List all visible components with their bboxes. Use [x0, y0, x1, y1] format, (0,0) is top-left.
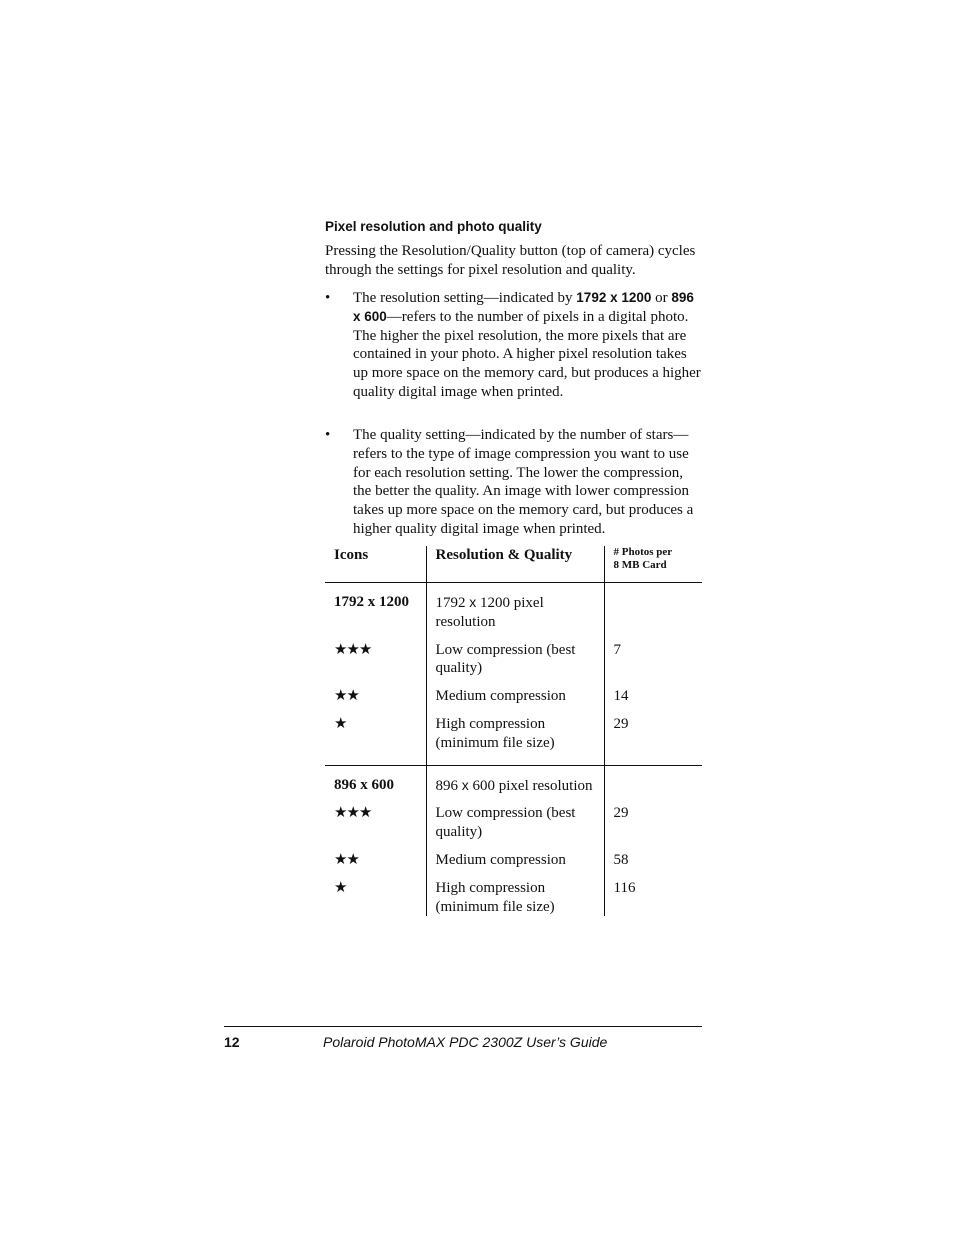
two-stars-icon: ★★: [334, 851, 359, 868]
resolution-quality-table: [325, 546, 702, 916]
footer-title: Polaroid PhotoMAX PDC 2300Z User’s Guide: [323, 1034, 608, 1050]
resolution-group-label: 1792 x 1200: [334, 594, 409, 610]
page-number: 12: [224, 1034, 240, 1050]
table-row: [325, 842, 702, 870]
bullet-text: The quality setting—indicated by the number of stars—refers to the type of image compression you want to use for each resolution setting. The lower the compression, the better the quality. An image with lower compression takes up more space on the memory card, but produces a higher quality digital image when printed.: [353, 427, 694, 537]
resolution-description: [426, 765, 604, 795]
header-photos-per-card: [604, 546, 702, 583]
quality-description: Medium compression: [426, 842, 604, 870]
photo-count: [604, 583, 702, 632]
photo-count: 29: [604, 706, 702, 765]
resolution-group-label: 896 x 600: [334, 776, 394, 793]
res-desc-a: 1792: [435, 595, 470, 611]
resolution-low-label: 896 x 600: [353, 290, 694, 324]
res-desc-x: x: [461, 776, 469, 793]
quality-description: High compression (minimum file size): [426, 870, 604, 917]
photo-count: 116: [604, 870, 702, 917]
bullet-resolution: [325, 289, 703, 402]
one-star-icon: ★: [325, 706, 426, 765]
intro-paragraph: Pressing the Resolution/Quality button (top of camera) cycles through the settings for pixel resolution and quality.: [325, 243, 696, 278]
photo-count: 14: [604, 678, 702, 706]
res-desc-b: 600 pixel resolution: [468, 777, 593, 794]
table-row: [325, 795, 702, 842]
table-row: [325, 870, 702, 917]
header-resolution-quality: Resolution & Quality: [426, 546, 604, 583]
photo-count: 7: [604, 632, 702, 679]
photo-count: [604, 765, 702, 795]
table-row: [325, 583, 702, 632]
res-desc-x: x: [469, 594, 477, 610]
res-desc-b: 1200 pixel resolution: [435, 595, 544, 630]
header-photos-line2: 8 MB Card: [613, 559, 667, 571]
quality-description: Low compression (best quality): [426, 632, 604, 679]
resolution-description: [426, 583, 604, 632]
header-photos-line1: # Photos per: [613, 546, 673, 558]
bullet-text: [353, 289, 703, 402]
table-row: [325, 765, 702, 795]
section-heading: Pixel resolution and photo quality: [325, 219, 542, 234]
table-header-row: [325, 546, 702, 583]
one-star-icon: ★: [334, 879, 347, 896]
bullet-text-pre: The resolution setting—indicated by: [353, 290, 577, 306]
bullet-text-mid: or: [651, 290, 672, 306]
three-stars-icon: ★★★: [334, 805, 372, 822]
header-icons: Icons: [325, 546, 426, 583]
table-row: [325, 678, 702, 706]
res-desc-a: 896: [435, 777, 462, 794]
table-row: [325, 632, 702, 679]
bullet-marker: •: [325, 427, 331, 443]
photo-count: 58: [604, 842, 702, 870]
footer-divider: [224, 1026, 702, 1027]
three-stars-icon: ★★★: [334, 641, 372, 658]
photo-count: 29: [604, 795, 702, 842]
quality-description: Medium compression: [426, 678, 604, 706]
bullet-quality: [325, 426, 703, 539]
bullet-marker: •: [325, 290, 331, 306]
resolution-high-label: 1792 x 1200: [576, 290, 652, 305]
two-stars-icon: ★★: [334, 688, 359, 705]
quality-description: Low compression (best quality): [426, 795, 604, 842]
quality-description: High compression (minimum file size): [426, 706, 604, 765]
bullet-text-post: —refers to the number of pixels in a digital photo. The higher the pixel resolution, the more pixels that are contained in your photo. A higher pixel resolution takes up more space on the memory card, but produces a higher quality digital image when printed.: [353, 308, 701, 400]
table-row: [325, 706, 702, 765]
